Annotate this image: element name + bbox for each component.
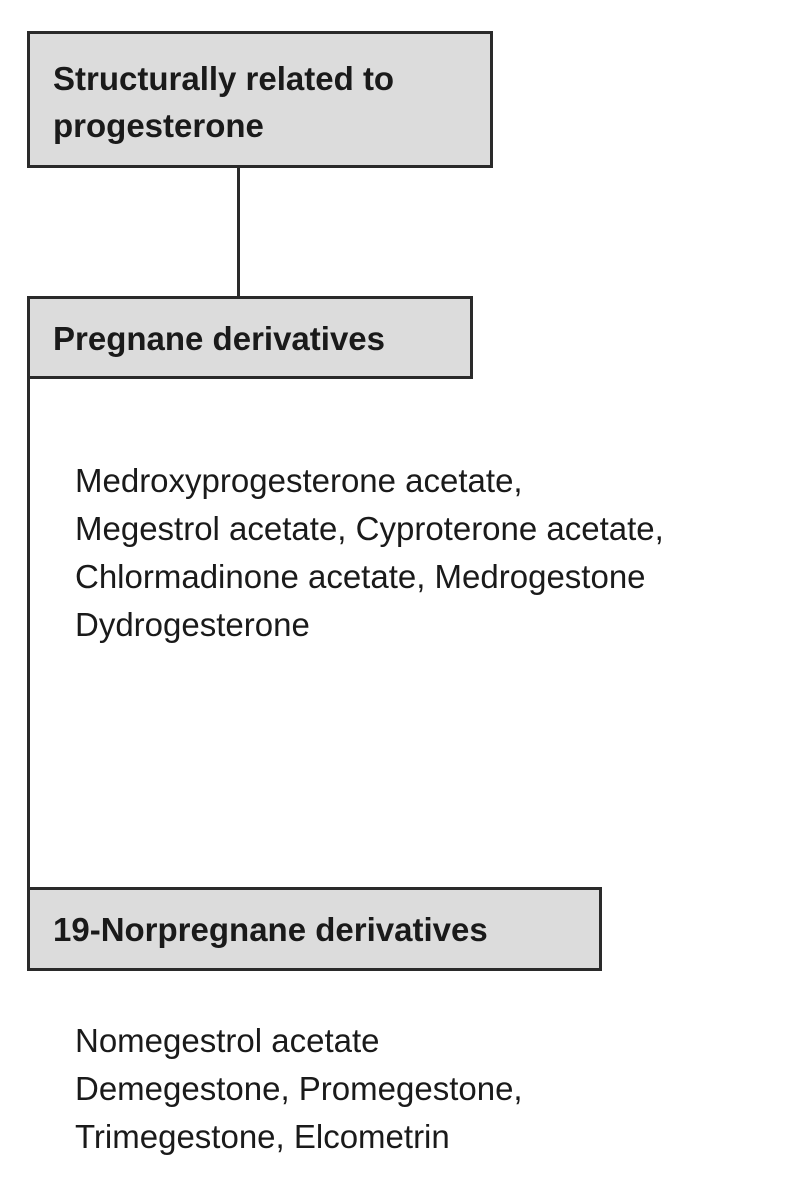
pregnane-member-line: Chlormadinone acetate, Medrogestone bbox=[75, 558, 646, 595]
root-node-label-line-2: progesterone bbox=[53, 107, 264, 144]
norpregnane-derivatives-box bbox=[27, 887, 602, 971]
norpregnane-member-line: Nomegestrol acetate bbox=[75, 1022, 380, 1059]
norpregnane-member-line: Trimegestone, Elcometrin bbox=[75, 1118, 450, 1155]
connector-root-to-pregnane bbox=[237, 168, 240, 296]
pregnane-derivatives-box bbox=[27, 296, 473, 379]
norpregnane-member-line: Demegestone, Promegestone, bbox=[75, 1070, 523, 1107]
connector-pregnane-to-norpregnane bbox=[27, 379, 30, 887]
pregnane-derivatives-title: Pregnane derivatives bbox=[53, 320, 385, 357]
root-node-box bbox=[27, 31, 493, 168]
norpregnane-members-list bbox=[75, 1017, 523, 1161]
norpregnane-derivatives-title: 19-Norpregnane derivatives bbox=[53, 911, 488, 948]
pregnane-members-list bbox=[75, 457, 664, 649]
pregnane-member-line: Megestrol acetate, Cyproterone acetate, bbox=[75, 510, 664, 547]
pregnane-member-line: Dydrogesterone bbox=[75, 606, 310, 643]
pregnane-member-line: Medroxyprogesterone acetate, bbox=[75, 462, 523, 499]
root-node-label-line-1: Structurally related to bbox=[53, 60, 395, 97]
